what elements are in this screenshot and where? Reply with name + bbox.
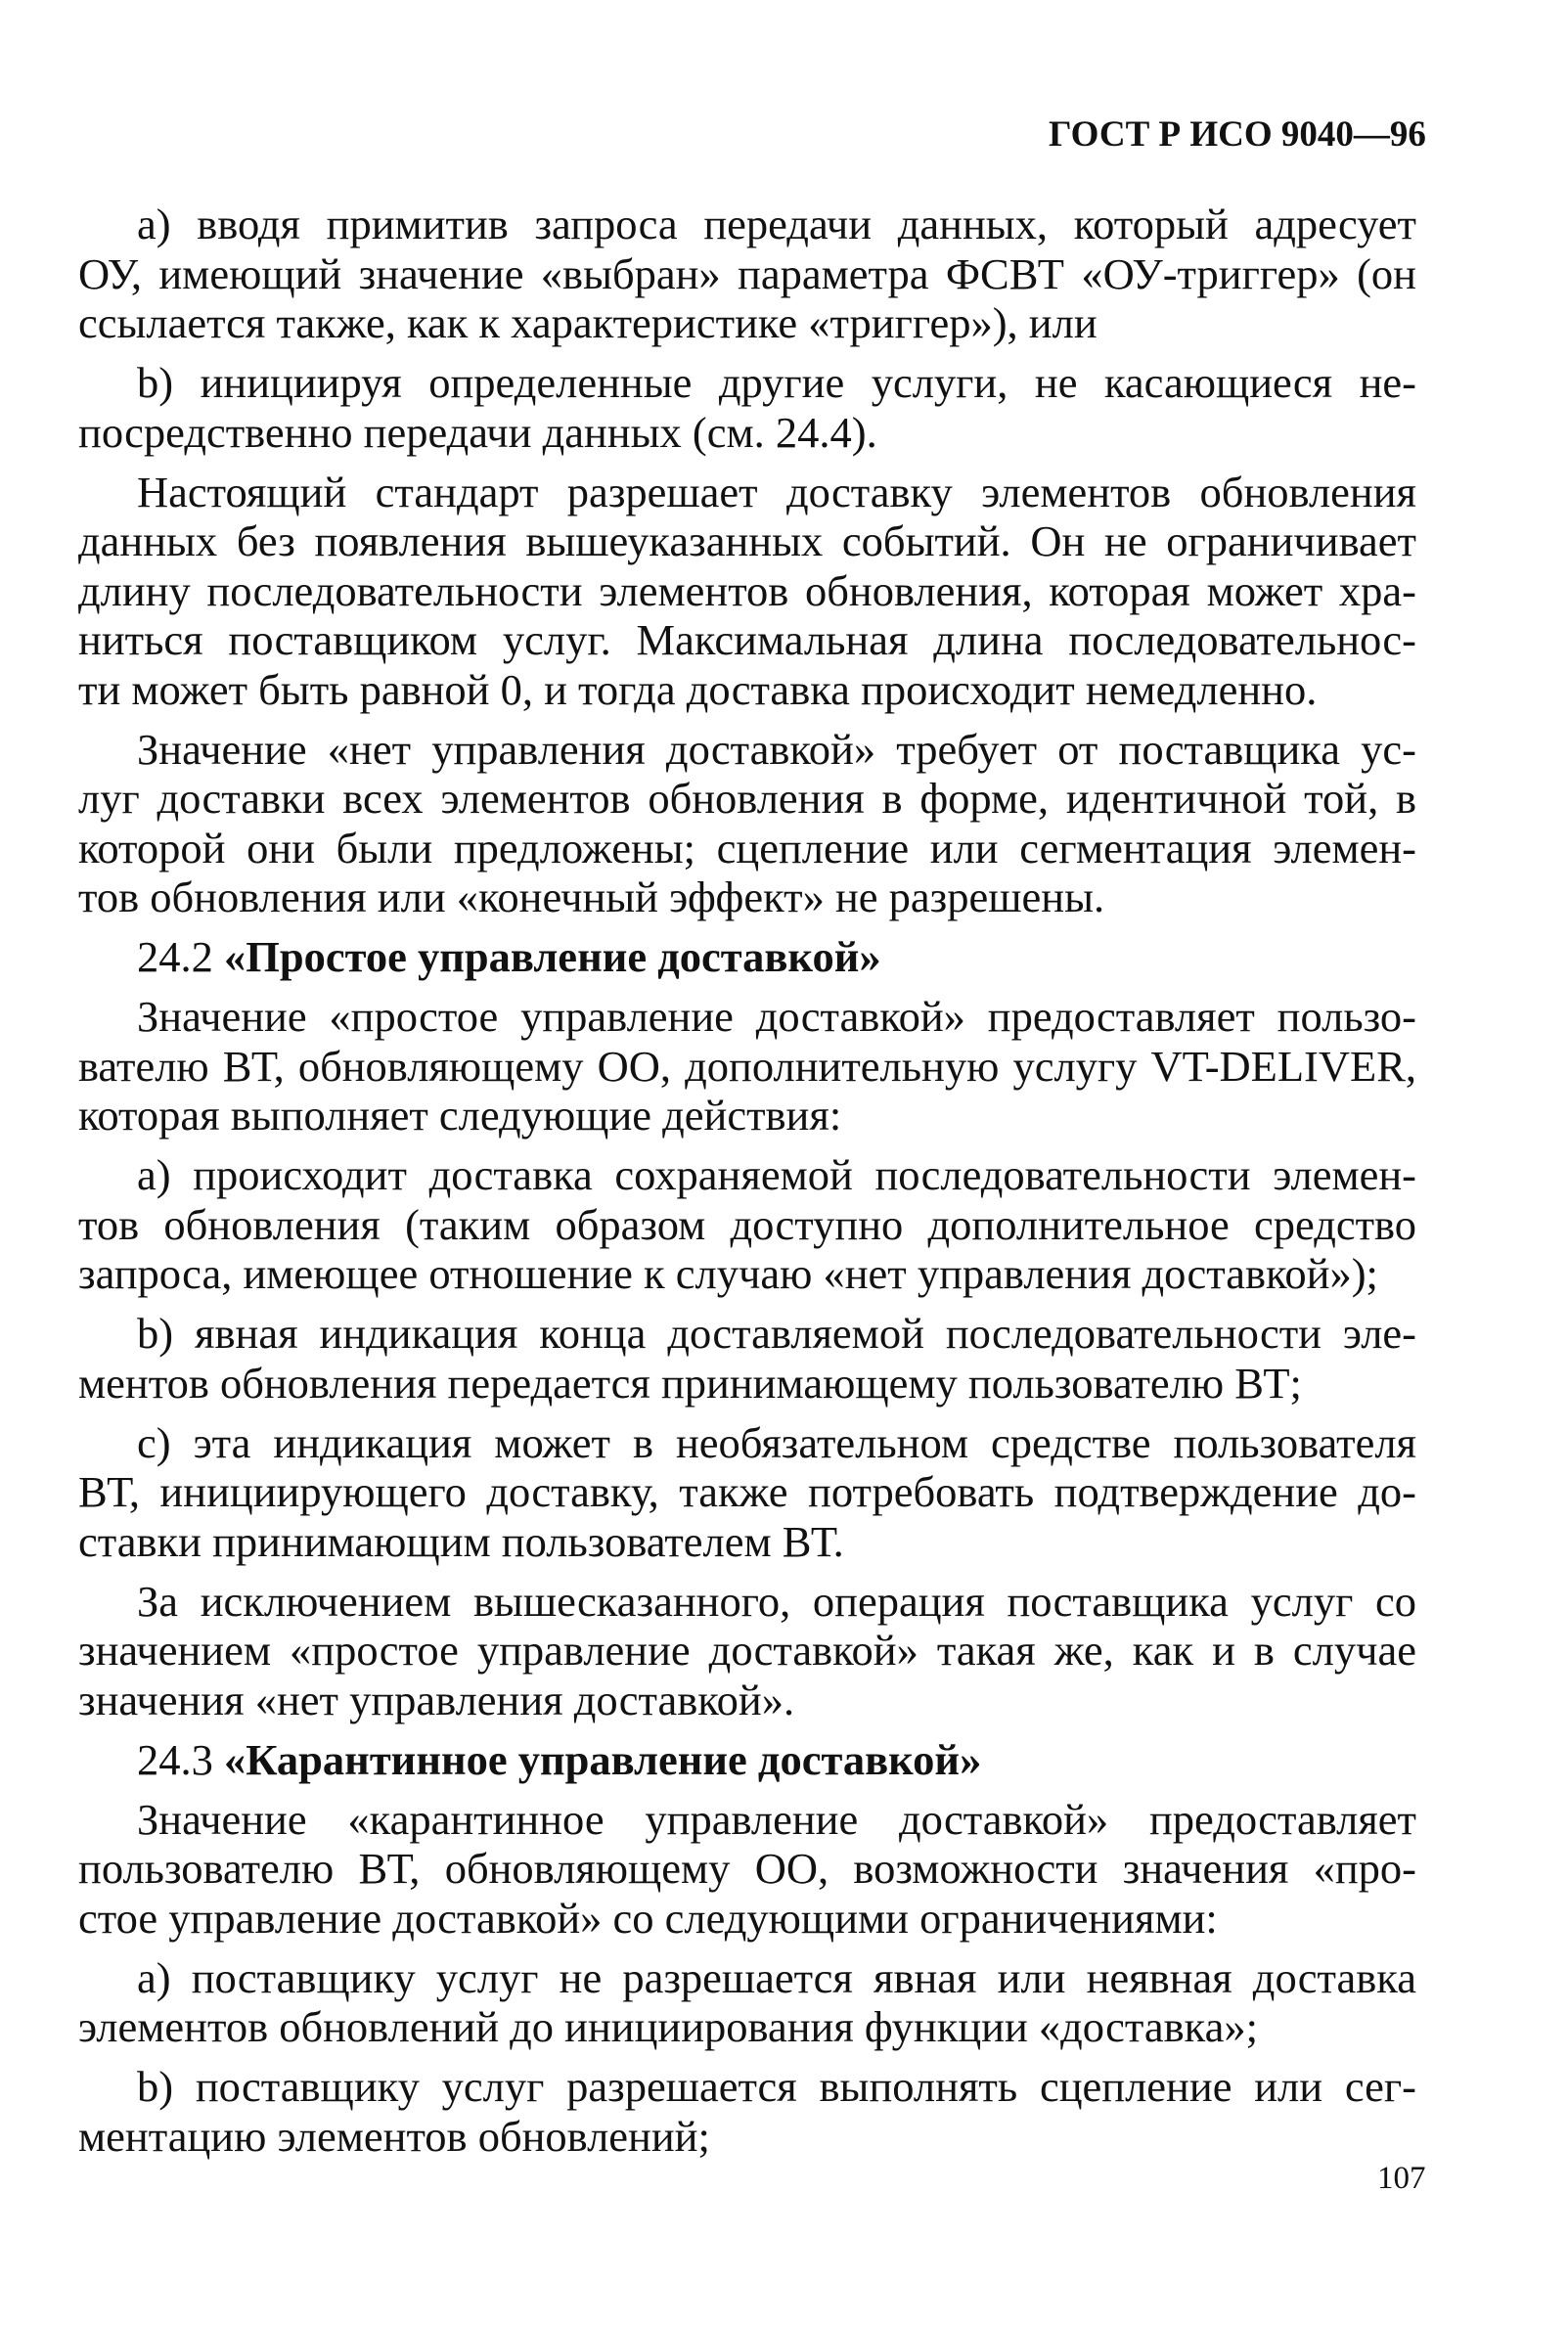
text-line: ментацию элементов обновлений;: [78, 2111, 710, 2161]
text-line: значением «простое управление доставкой» такая же, как и в случае: [78, 1626, 1416, 1675]
text-line: стое управление доставкой» со следующими ограничениями:: [78, 1893, 1218, 1943]
text-line: а) происходит доставка сохраняемой последовательности элемен-: [137, 1150, 1416, 1199]
text-line: ссылается также, как к характеристике «триггер»), или: [78, 298, 1098, 347]
paragraph: [78, 1795, 1416, 1944]
text-line: которая выполняет следующие действия:: [78, 1091, 842, 1140]
text-line: посредственно передачи данных (см. 24.4).: [78, 407, 877, 457]
paragraph: [78, 1577, 1416, 1725]
section-heading: [78, 932, 1416, 982]
text-line: вателю ВТ, обновляющему ОО, дополнительную услугу VT-DELIVER,: [78, 1041, 1416, 1091]
text-line: b) явная индикация конца доставляемой последовательности эле-: [137, 1309, 1416, 1358]
text-line: а) вводя примитив запроса передачи данных, который адресует: [137, 200, 1416, 248]
text-line: которой они были предложены; сцепление или сегментация элемен-: [78, 823, 1416, 872]
text-line: Значение «нет управления доставкой» требует от поставщика ус-: [137, 724, 1416, 774]
text-line: тов обновления (таким образом доступно дополнительное средство: [78, 1199, 1416, 1249]
text-line: ти может быть равной 0, и тогда доставка происходит немедленно.: [78, 664, 1318, 714]
text-line: ниться поставщиком услуг. Максимальная длина последовательнос-: [78, 615, 1416, 664]
text-line: элементов обновлений до инициирования функции «доставка»;: [78, 2002, 1258, 2051]
text-line: Значение «карантинное управление доставкой» предоставляет: [137, 1794, 1416, 1844]
text-line: b) поставщику услуг разрешается выполнять сцепление или сег-: [137, 2062, 1416, 2111]
paragraph: [78, 1953, 1416, 2052]
text-line: длину последовательности элементов обновления, которая может хра-: [78, 565, 1416, 615]
section-title: «Простое управление доставкой»: [224, 932, 881, 981]
text-line: с) эта индикация может в необязательном средстве пользователя: [137, 1417, 1416, 1467]
text-line: а) поставщику услуг не разрешается явная или неявная доставка: [137, 1952, 1416, 2002]
section-number: 24.3: [137, 1734, 213, 1784]
text-line: За исключением вышесказанного, операция поставщика услуг со: [137, 1576, 1416, 1626]
paragraph: [78, 1309, 1416, 1408]
paragraph: [78, 725, 1416, 922]
text-line: ОУ, имеющий значение «выбран» параметра ФСВТ «ОУ-триггер» (он: [78, 248, 1416, 298]
text-line: Настоящий стандарт разрешает доставку элементов обновления: [137, 467, 1416, 516]
paragraph: [78, 1418, 1416, 1567]
paragraph: [78, 992, 1416, 1141]
section-number: 24.2: [137, 932, 213, 981]
text-line: тов обновления или «конечный эффект» не разрешены.: [78, 872, 1105, 921]
paragraph: [78, 2062, 1416, 2161]
paragraph: [78, 468, 1416, 715]
text-line: Значение «простое управление доставкой» предоставляет пользо-: [137, 992, 1416, 1041]
page-number: 107: [1377, 2161, 1426, 2196]
paragraph: [78, 1150, 1416, 1299]
text-line: b) инициируя определенные другие услуги, не касающиеся не-: [137, 358, 1416, 407]
section-heading-line: [78, 932, 1416, 982]
text-line: значения «нет управления доставкой».: [78, 1675, 795, 1724]
section-heading-line: [78, 1735, 1416, 1785]
standard-header: ГОСТ Р ИСО 9040—96: [1049, 114, 1426, 155]
text-line: пользователю ВТ, обновляющему ОО, возможности значения «про-: [78, 1844, 1416, 1893]
document-body: [78, 200, 1416, 2171]
text-line: ВТ, инициирующего доставку, также потребовать подтверждение до-: [78, 1467, 1416, 1516]
section-heading: [78, 1735, 1416, 1785]
text-line: луг доставки всех элементов обновления в форме, идентичной той, в: [78, 774, 1416, 823]
section-title: «Карантинное управление доставкой»: [224, 1734, 982, 1784]
text-line: запроса, имеющее отношение к случаю «нет управления доставкой»);: [78, 1249, 1378, 1298]
text-line: ставки принимающим пользователем ВТ.: [78, 1516, 844, 1566]
text-line: данных без появления вышеуказанных событий. Он не ограничивает: [78, 516, 1416, 565]
paragraph: [78, 200, 1416, 348]
paragraph: [78, 358, 1416, 457]
text-line: ментов обновления передается принимающему пользователю ВТ;: [78, 1358, 1302, 1408]
